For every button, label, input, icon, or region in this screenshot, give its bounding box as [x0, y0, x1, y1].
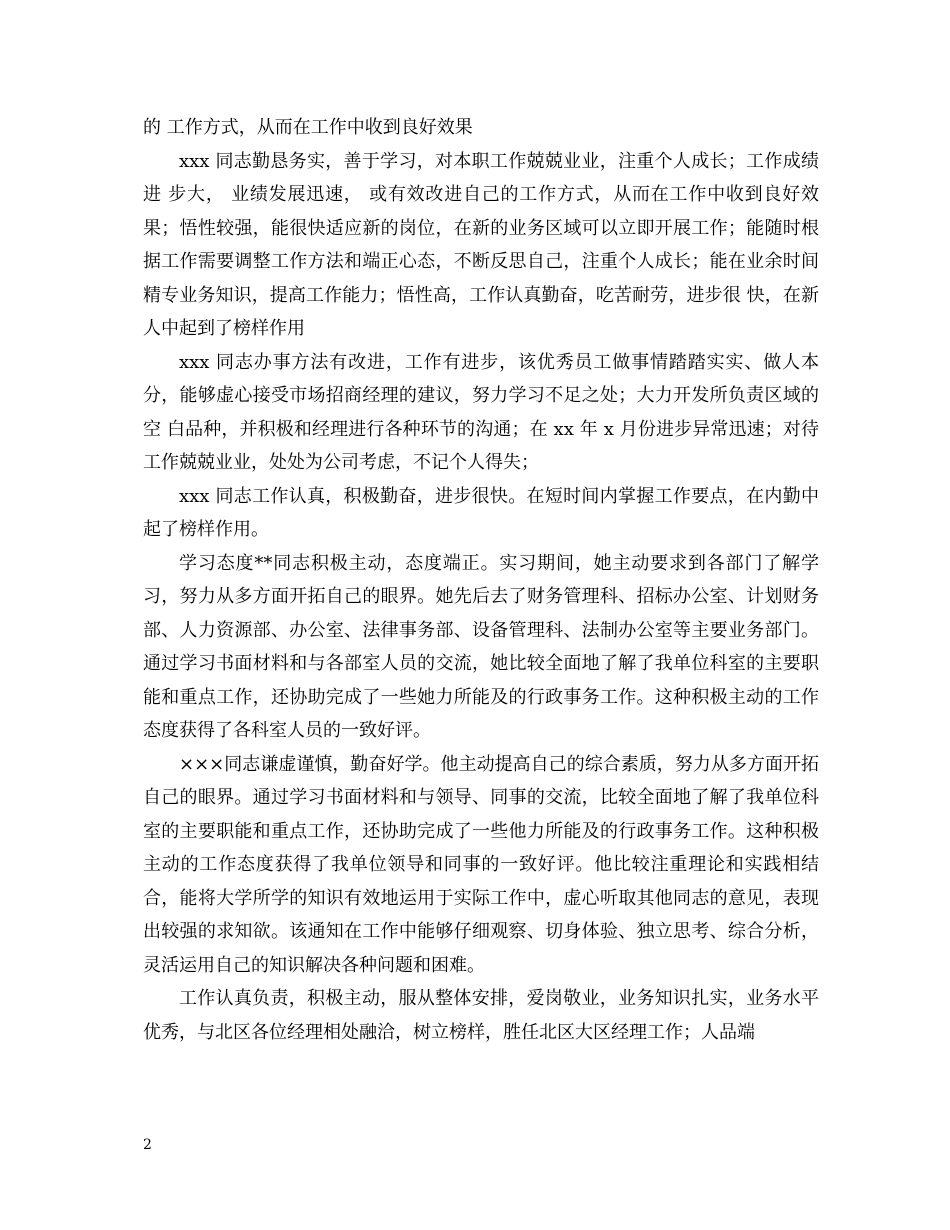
- paragraph-5: 学习态度**同志积极主动，态度端正。实习期间，她主动要求到各部门了解学习，努力从多方面开拓自己的眼界。她先后去了财务管理科、招标办公室、计划财务部、人力资源部、办公室、法律事务部、设备管理科、法制办公室等主要业务部门。通过学习书面材料和与各部室人员的交流，她比较全面地了解了我单位科室的主要职能和重点工作，还协助完成了一些她力所能及的行政事务工作。这种积极主动的工作态度获得了各科室人员的一致好评。: [143, 552, 819, 741]
- paragraph-7: 工作认真负责，积极主动，服从整体安排，爱岗敬业，业务知识扎实，业务水平优秀，与北区各位经理相处融洽，树立榜样，胜任北区大区经理工作；人品端: [143, 988, 819, 1043]
- page-number: 2: [143, 1137, 152, 1153]
- paragraph-1: 的 工作方式，从而在工作中收到良好效果: [143, 117, 473, 138]
- paragraph-4: xxx 同志工作认真，积极勤奋，进步很快。在短时间内掌握工作要点，在内勤中 起了榜样作用。: [143, 485, 819, 540]
- paragraph-3: xxx 同志办事方法有改进，工作有进步，该优秀员工做事情踏踏实实、做人本分，能够虚心接受市场招商经理的建议，努力学习不足之处；大力开发所负责区域的空 白品种，并积极和经理进行各种环节的沟通；在 xx 年 x 月份进步异常迅速；对待工作兢兢业业，处处为公司考虑，不记个人得失；: [143, 351, 819, 473]
- paragraph-2: xxx 同志勤恳务实，善于学习，对本职工作兢兢业业，注重个人成长；工作成绩进 步大， 业绩发展迅速， 或有效改进自己的工作方式，从而在工作中收到良好效果；悟性较强，能很快适应新的岗位，在新的业务区域可以立即开展工作；能随时根据工作需要调整工作方法和端正心态，不断反思自己，注重个人成长；能在业余时间精专业务知识，提高工作能力；悟性高，工作认真勤奋，吃苦耐劳，进步很 快，在新人中起到了榜样作用: [143, 150, 819, 339]
- document-body: [143, 111, 819, 1049]
- paragraph-6: ×××同志谦虚谨慎，勤奋好学。他主动提高自己的综合素质，努力从多方面开拓自己的眼界。通过学习书面材料和与领导、同事的交流，比较全面地了解了我单位科室的主要职能和重点工作，还协助完成了一些他力所能及的行政事务工作。这种积极主动的工作态度获得了我单位领导和同事的一致好评。他比较注重理论和实践相结合，能将大学所学的知识有效地运用于实际工作中，虚心听取其他同志的意见，表现出较强的求知欲。该通知在工作中能够仔细观察、切身体验、独立思考、综合分析，灵活运用自己的知识解决各种问题和困难。: [143, 753, 819, 976]
